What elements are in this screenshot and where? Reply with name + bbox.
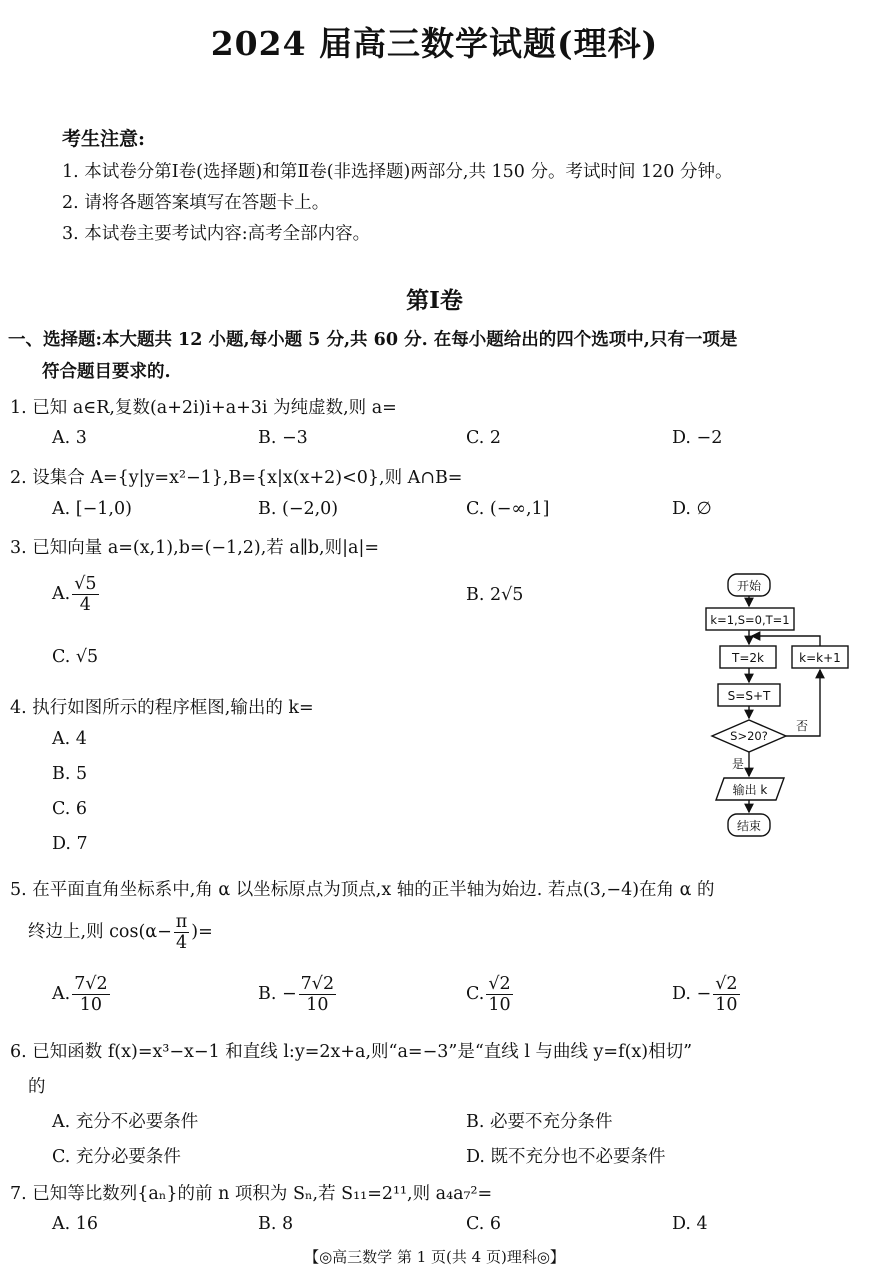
notice-item-3: 3. 本试卷主要考试内容:高考全部内容。 bbox=[62, 224, 371, 244]
q5-stem-line2 bbox=[28, 912, 213, 953]
flowchart-start-label: 开始 bbox=[736, 579, 762, 593]
notice-heading: 考生注意: bbox=[62, 128, 146, 150]
q2-option-c: C. (−∞,1] bbox=[466, 499, 550, 519]
q5-option-b-fraction bbox=[299, 974, 336, 1015]
q5-option-d-label: D. − bbox=[672, 984, 712, 1005]
q5-option-c-label: C. bbox=[466, 984, 485, 1005]
page-footer: 【◎高三数学 第 1 页(共 4 页)理科◎】 bbox=[304, 1248, 565, 1266]
q5-option-c-numerator: √2 bbox=[488, 974, 511, 994]
q5-stem-fraction bbox=[174, 912, 190, 953]
flowchart-init-label: k=1,S=0,T=1 bbox=[710, 613, 790, 627]
q5-stem-denominator: 4 bbox=[175, 933, 188, 954]
q3-option-a-numerator: √5 bbox=[74, 574, 97, 594]
flowchart-step-s-label: S=S+T bbox=[727, 689, 771, 703]
q6-stem-line1: 6. 已知函数 f(x)=x³−x−1 和直线 l:y=2x+a,则“a=−3”是“直线 l 与曲线 y=f(x)相切” bbox=[10, 1042, 693, 1062]
q1-stem: 1. 已知 a∈R,复数(a+2i)i+a+3i 为纯虚数,则 a= bbox=[10, 398, 397, 418]
q5-option-b bbox=[258, 974, 338, 1015]
q6-option-a: A. 充分不必要条件 bbox=[52, 1112, 199, 1132]
flowchart-yes-label: 是 bbox=[731, 757, 745, 771]
flowchart-condition-label: S>20? bbox=[730, 729, 768, 743]
q3-option-a-label: A. bbox=[52, 584, 71, 605]
q4-stem: 4. 执行如图所示的程序框图,输出的 k= bbox=[10, 698, 314, 718]
q7-stem: 7. 已知等比数列{aₙ}的前 n 项积为 Sₙ,若 S₁₁=2¹¹,则 a₄a₇²= bbox=[10, 1184, 493, 1204]
q2-option-d: D. ∅ bbox=[672, 499, 712, 519]
q7-option-c: C. 6 bbox=[466, 1214, 502, 1234]
flowchart-end-label: 结束 bbox=[736, 819, 762, 833]
flowchart-no-label: 否 bbox=[795, 719, 809, 733]
flowchart-output-label: 输出 k bbox=[732, 783, 768, 797]
q3-option-a-fraction bbox=[72, 574, 98, 615]
q5-option-c-denominator: 10 bbox=[488, 995, 511, 1016]
q7-option-d: D. 4 bbox=[672, 1214, 708, 1234]
q7-option-a: A. 16 bbox=[52, 1214, 99, 1234]
q4-option-d: D. 7 bbox=[52, 834, 88, 854]
q5-option-d-numerator: √2 bbox=[715, 974, 738, 994]
q5-option-b-numerator: 7√2 bbox=[300, 974, 335, 994]
q1-option-a: A. 3 bbox=[52, 428, 87, 448]
q6-option-b: B. 必要不充分条件 bbox=[466, 1112, 613, 1132]
q1-option-d: D. −2 bbox=[672, 428, 723, 448]
q5-option-b-label: B. − bbox=[258, 984, 297, 1005]
q6-stem-line2: 的 bbox=[28, 1077, 46, 1097]
q6-option-d: D. 既不充分也不必要条件 bbox=[466, 1147, 666, 1167]
section-title: 第Ⅰ卷 bbox=[406, 287, 463, 314]
q5-option-a-denominator: 10 bbox=[79, 995, 103, 1016]
q2-stem: 2. 设集合 A={y|y=x²−1},B={x|x(x+2)<0},则 A∩B= bbox=[10, 468, 463, 488]
q5-option-c-fraction bbox=[486, 974, 512, 1015]
notice-item-2: 2. 请将各题答案填写在答题卡上。 bbox=[62, 193, 330, 213]
q3-option-c: C. √5 bbox=[52, 647, 99, 667]
q5-option-a-fraction bbox=[72, 974, 109, 1015]
flowchart-step-t-label: T=2k bbox=[732, 651, 764, 665]
q2-option-b: B. (−2,0) bbox=[258, 499, 339, 519]
q5-option-d-fraction bbox=[713, 974, 739, 1015]
q5-stem-line1: 5. 在平面直角坐标系中,角 α 以坐标原点为顶点,x 轴的正半轴为始边. 若点(3,−4)在角 α 的 bbox=[10, 880, 715, 900]
q6-option-c: C. 充分必要条件 bbox=[52, 1147, 181, 1167]
q5-stem-line2-post: )= bbox=[191, 922, 213, 943]
program-flowchart bbox=[700, 566, 860, 840]
q4-option-b: B. 5 bbox=[52, 764, 88, 784]
notice-item-1: 1. 本试卷分第Ⅰ卷(选择题)和第Ⅱ卷(非选择题)两部分,共 150 分。考试时间 120 分钟。 bbox=[62, 162, 733, 182]
flowchart-increment-label: k=k+1 bbox=[799, 651, 841, 665]
q4-option-c: C. 6 bbox=[52, 799, 88, 819]
q1-option-b: B. −3 bbox=[258, 428, 308, 448]
q2-option-a: A. [−1,0) bbox=[52, 499, 132, 519]
q5-option-c bbox=[466, 974, 515, 1015]
q5-option-d-denominator: 10 bbox=[715, 995, 738, 1016]
q5-option-d bbox=[672, 974, 742, 1015]
q5-option-b-denominator: 10 bbox=[306, 995, 329, 1016]
q3-stem: 3. 已知向量 a=(x,1),b=(−1,2),若 a∥b,则|a|= bbox=[10, 538, 380, 558]
q5-option-a bbox=[52, 974, 112, 1015]
q5-stem-line2-pre: 终边上,则 cos(α− bbox=[28, 922, 172, 943]
section-instruction-line1: 一、选择题:本大题共 12 小题,每小题 5 分,共 60 分. 在每小题给出的四个选项中,只有一项是 bbox=[8, 330, 738, 350]
q5-option-a-label: A. bbox=[52, 984, 71, 1005]
q3-option-a bbox=[52, 574, 101, 615]
section-instruction-line2: 符合题目要求的. bbox=[42, 362, 171, 382]
page-title: 2024 届高三数学试题(理科) bbox=[210, 24, 659, 63]
q3-option-b: B. 2√5 bbox=[466, 585, 524, 605]
q7-option-b: B. 8 bbox=[258, 1214, 294, 1234]
q3-option-a-denominator: 4 bbox=[79, 595, 91, 616]
q5-stem-numerator: π bbox=[175, 912, 188, 932]
q4-option-a: A. 4 bbox=[52, 729, 87, 749]
q5-option-a-numerator: 7√2 bbox=[74, 974, 108, 994]
q1-option-c: C. 2 bbox=[466, 428, 502, 448]
